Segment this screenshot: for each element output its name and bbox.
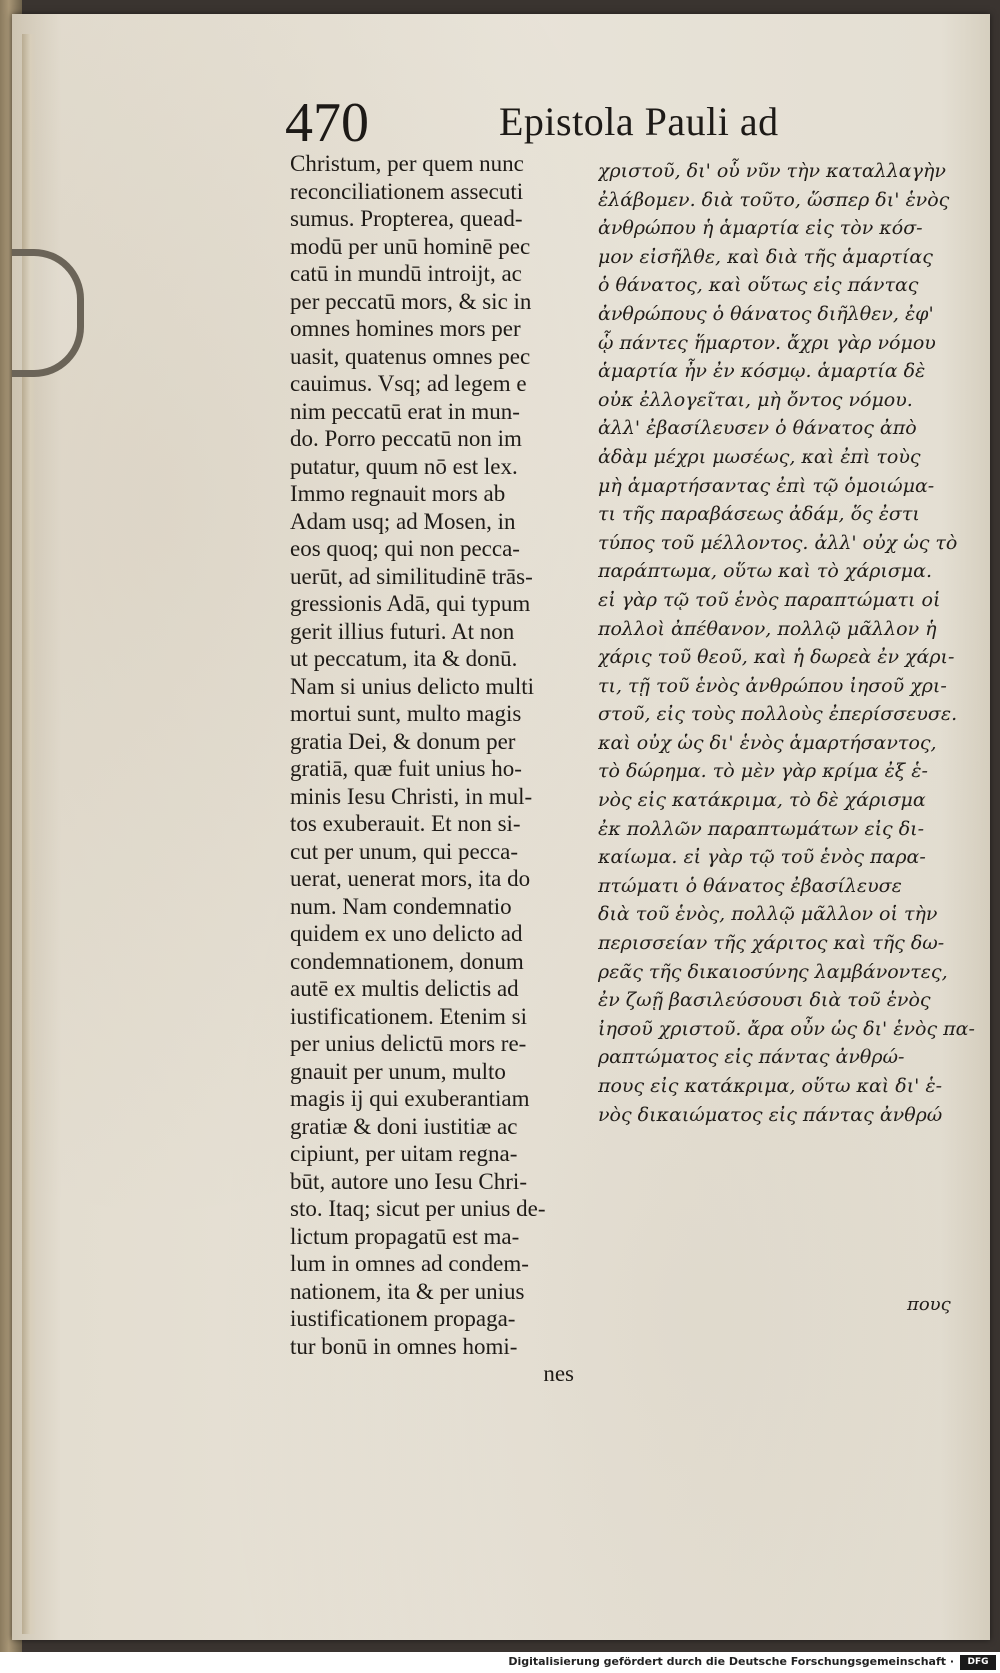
latin-line: gratia Dei, & donum per xyxy=(290,728,516,754)
greek-line: ἐν ζωῇ βασιλεύσουσι διὰ τοῦ ἑνὸς xyxy=(598,989,931,1012)
latin-line: Christum, per quem nunc xyxy=(290,151,524,176)
clasp-ring xyxy=(12,249,84,377)
latin-line: nim peccatū erat in mun- xyxy=(290,398,520,424)
latin-line: uerat, uenerat mors, ita do xyxy=(290,866,531,891)
greek-line: τι, τῇ τοῦ ἑνὸς ἀνθρώπου ἰησοῦ χρι- xyxy=(598,674,947,697)
latin-line: quidem ex uno delicto ad xyxy=(290,921,523,946)
latin-line: autē ex multis delictis ad xyxy=(290,976,519,1001)
greek-line: ἀνθρώπου ἡ ἁμαρτία εἰς τὸν κόσ- xyxy=(598,217,923,240)
latin-line: cipiunt, per uitam regna- xyxy=(290,1141,518,1166)
greek-line: μὴ ἁμαρτήσαντας ἐπὶ τῷ ὁμοιώμα- xyxy=(598,474,935,497)
latin-line: gratiæ & doni iustitiæ ac xyxy=(290,1113,518,1139)
latin-line: uerūt, ad similitudinē trās- xyxy=(290,563,533,589)
greek-line: ἐλάβομεν. διὰ τοῦτο, ὥσπερ δι' ἑνὸς xyxy=(598,188,950,211)
greek-line: ἀδὰμ μέχρι μωσέως, καὶ ἐπὶ τοὺς xyxy=(598,445,921,468)
latin-line: iustificationem. Etenim si xyxy=(290,1003,527,1029)
latin-line: modū per unū hominē pec xyxy=(290,233,531,259)
greek-line: τύπος τοῦ μέλλοντος. ἀλλ' οὐχ ὡς τὸ xyxy=(598,531,958,554)
latin-line: magis ij qui exuberantiam xyxy=(290,1086,530,1111)
latin-line: gnauit per unum, multo xyxy=(290,1058,506,1084)
latin-line: Nam si unius delicto multi xyxy=(290,673,535,699)
greek-line: διὰ τοῦ ἑνὸς, πολλῷ μᾶλλον οἱ τὴν xyxy=(598,903,938,926)
latin-line: lum in omnes ad condem- xyxy=(290,1251,529,1276)
greek-line: χριστοῦ, δι' οὗ νῦν τὴν καταλλαγὴν xyxy=(598,160,946,182)
latin-line: tos exuberauit. Et non si- xyxy=(290,811,521,836)
greek-line: εἰ γὰρ τῷ τοῦ ἑνὸς παραπτώματι οἱ xyxy=(598,588,941,611)
greek-line: πτώματι ὁ θάνατος ἐβασίλευσε xyxy=(598,874,902,897)
greek-line: μον εἰσῆλθε, καὶ διὰ τῆς ἁμαρτίας xyxy=(598,245,933,268)
greek-line: πολλοὶ ἀπέθανον, πολλῷ μᾶλλον ἡ xyxy=(598,617,937,640)
latin-line: būt, autore uno Iesu Chri- xyxy=(290,1168,527,1194)
latin-line: nationem, ita & per unius xyxy=(290,1278,525,1304)
latin-line: do. Porro peccatū non im xyxy=(290,426,522,451)
running-head: Epistola Pauli ad xyxy=(499,99,779,144)
greek-line: ρεᾶς τῆς δικαιοσύνης λαμβάνοντες, xyxy=(598,960,948,983)
latin-line: catū in mundū introijt, ac xyxy=(290,261,522,286)
footer-bar xyxy=(0,1652,1000,1673)
greek-line: τὸ δώρημα. τὸ μὲν γὰρ κρίμα ἐξ ἑ- xyxy=(598,760,928,783)
latin-text-column xyxy=(290,150,580,1388)
greek-line: ἀνθρώπους ὁ θάνατος διῆλθεν, ἐφ' xyxy=(598,302,934,325)
latin-line: gressionis Adā, qui typum xyxy=(290,591,531,616)
latin-line: minis Iesu Christi, in mul- xyxy=(290,783,533,809)
latin-line: per peccatū mors, & sic in xyxy=(290,288,532,314)
greek-line: οὐκ ἐλλογεῖται, μὴ ὄντος νόμου. xyxy=(598,388,913,411)
latin-line: reconciliationem assecuti xyxy=(290,178,524,204)
dfg-logo: DFG xyxy=(960,1655,996,1670)
latin-line: Adam usq; ad Mosen, in xyxy=(290,508,516,534)
latin-line: eos quoq; qui non pecca- xyxy=(290,536,520,561)
greek-line: παράπτωμα, οὕτω καὶ τὸ χάρισμα. xyxy=(598,560,933,583)
latin-line: Immo regnauit mors ab xyxy=(290,481,506,506)
greek-line: ἰησοῦ χριστοῦ. ἄρα οὖν ὡς δι' ἑνὸς πα- xyxy=(598,1017,975,1040)
latin-line: lictum propagatū est ma- xyxy=(290,1223,520,1249)
page xyxy=(12,14,990,1640)
greek-line: πους εἰς κατάκριμα, οὕτω καὶ δι' ἑ- xyxy=(598,1075,943,1097)
latin-line: uasit, quatenus omnes pec xyxy=(290,343,531,369)
latin-line: tur bonū in omnes homi- xyxy=(290,1333,518,1359)
latin-line: omnes homines mors per xyxy=(290,316,521,341)
greek-line: τι τῆς παραβάσεως ἀδάμ, ὅς ἐστι xyxy=(598,503,920,526)
latin-line: condemnationem, donum xyxy=(290,948,524,974)
greek-line: ραπτώματος εἰς πάντας ἀνθρώ- xyxy=(598,1046,905,1069)
latin-line: cut per unum, qui pecca- xyxy=(290,838,518,864)
latin-line: num. Nam condemnatio xyxy=(290,893,512,919)
latin-line: iustificationem propaga- xyxy=(290,1306,516,1331)
greek-line: ᾧ πάντες ἥμαρτον. ἄχρι γὰρ νόμου xyxy=(598,331,936,354)
latin-line: putatur, quum nō est lex. xyxy=(290,453,518,479)
greek-line: περισσείαν τῆς χάριτος καὶ τῆς δω- xyxy=(598,932,945,955)
latin-line: sumus. Propterea, quead- xyxy=(290,206,523,231)
greek-line: στοῦ, εἰς τοὺς πολλοὺς ἐπερίσσευσε. xyxy=(598,703,958,726)
greek-line: καίωμα. εἰ γὰρ τῷ τοῦ ἑνὸς παρα- xyxy=(598,846,926,869)
footer-credit: Digitalisierung gefördert durch die Deutsche Forschungsgemeinschaft · xyxy=(508,1655,954,1668)
latin-line: cauimus. Vsq; ad legem e xyxy=(290,371,527,396)
latin-line: mortui sunt, multo magis xyxy=(290,701,522,726)
latin-line: per unius delictū mors re- xyxy=(290,1031,527,1056)
latin-line: ut peccatum, ita & donū. xyxy=(290,646,518,671)
greek-line: ἁμαρτία ἦν ἐν κόσμῳ. ἁμαρτία δὲ xyxy=(598,360,926,383)
latin-line: gerit illius futuri. At non xyxy=(290,618,515,644)
greek-line: χάρις τοῦ θεοῦ, καὶ ἡ δωρεὰ ἐν χάρι- xyxy=(598,646,955,669)
greek-line: καὶ οὐχ ὡς δι' ἑνὸς ἁμαρτήσαντος, xyxy=(598,731,937,754)
latin-line: sto. Itaq; sicut per unius de- xyxy=(290,1196,546,1221)
greek-line: ἐκ πολλῶν παραπτωμάτων εἰς δι- xyxy=(598,817,925,840)
latin-line: nes xyxy=(543,1361,574,1386)
catchword: πους xyxy=(907,1294,951,1315)
page-number: 470 xyxy=(285,92,369,154)
greek-line: ὁ θάνατος, καὶ οὕτως εἰς πάντας xyxy=(598,274,919,297)
greek-line: νὸς δικαιώματος εἰς πάντας ἀνθρώ xyxy=(598,1103,943,1126)
latin-line: gratiā, quæ fuit unius ho- xyxy=(290,756,522,781)
greek-text-column xyxy=(598,157,978,1129)
greek-line: νὸς εἰς κατάκριμα, τὸ δὲ χάρισμα xyxy=(598,789,926,812)
greek-line: ἀλλ' ἐβασίλευσεν ὁ θάνατος ἀπὸ xyxy=(598,417,917,440)
